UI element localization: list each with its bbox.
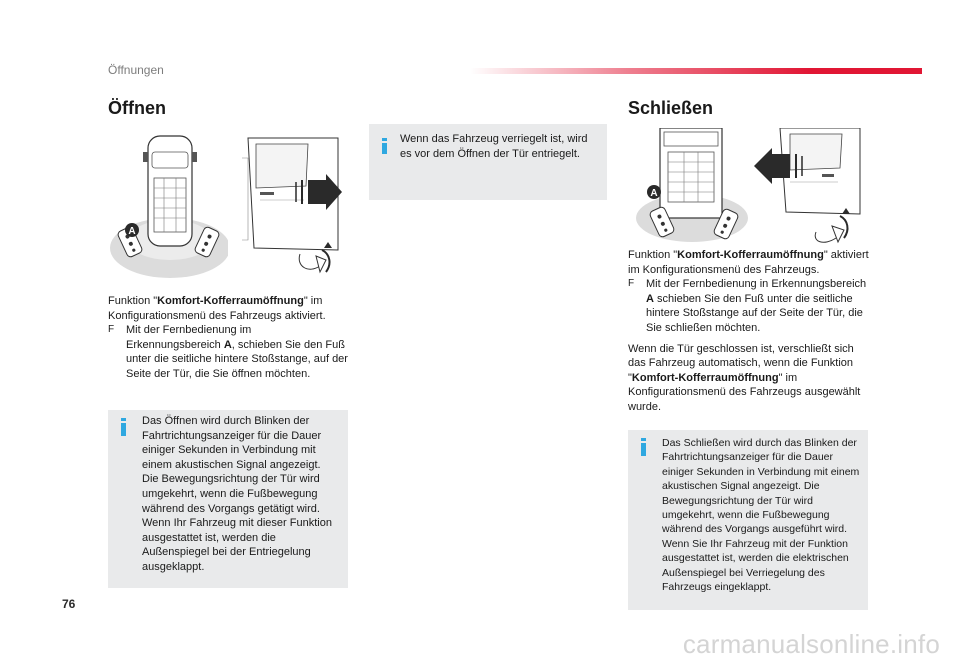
open-title: Öffnen — [108, 98, 166, 118]
close-paragraph: Wenn die Tür geschlossen ist, verschließt sich das Fahrzeug automatisch, wenn die Funktion "Komfort-Kofferraumöffnung" im Konfigurationsmenü des Fahrzeugs ausgewählt wurde. — [628, 342, 861, 413]
close-info-box — [628, 430, 868, 610]
close-van-top-illustration — [630, 128, 748, 246]
close-info-text: Das Schließen wird durch das Blinken der Fahrtrichtungsanzeiger für die Dauer einiger Sekunden in Verbindung mit einem akustischen Signal angezeigt. Die Bewegungsrichtung der Tür wird umgekehrt, wenn die Fußbewegung während des Vorgangs ausgeführt wird. Wenn Sie Ihr Fahrzeug mit der Funktion ausgestattet ist, werden die elektrischen Außenspiegel bei Verriegelung des Fahrzeugs eingeklappt. — [662, 437, 860, 594]
open-door-side-illustration — [230, 130, 348, 280]
info-icon — [120, 418, 128, 436]
section-label: Öffnungen — [108, 63, 164, 77]
watermark: carmanualsonline.info — [682, 629, 940, 659]
open-info-box — [108, 410, 348, 588]
page-number: 76 — [62, 597, 76, 611]
close-label-a: A — [650, 188, 658, 199]
middle-info-box — [369, 124, 607, 200]
middle-info-text: Wenn das Fahrzeug verriegelt ist, wird es vor dem Öffnen der Tür entriegelt. — [400, 133, 588, 160]
bullet-glyph: F — [628, 278, 635, 290]
close-intro: Funktion "Komfort-Kofferraumöffnung" aktiviert im Konfigurationsmenü des Fahrzeugs. — [628, 249, 869, 276]
close-bullet: F Mit der Fernbedienung in Erkennungsbereich A schieben Sie den Fuß unter die seitliche hintere Stoßstange auf der Seite der Tür, die Sie schließen möchten. — [628, 278, 867, 334]
close-title: Schließen — [628, 98, 714, 118]
info-icon — [381, 138, 389, 154]
header-accent-bar — [470, 68, 922, 74]
open-bullet: F Mit der Fernbedienung im Erkennungsbereich A, schieben Sie den Fuß unter die seitliche hintere Stoßstange, auf der Seite der Tür, die Sie öffnen möchten. — [108, 324, 348, 380]
bullet-glyph: F — [108, 324, 115, 336]
open-info-text: Das Öffnen wird durch Blinken der Fahrtrichtungsanzeiger für die Dauer einiger Sekunden in Verbindung mit einem akustischen Signal angezeigt. Die Bewegungsrichtung der Tür wird umgekehrt, wenn die Fußbewegung während des Vorgangs getätigt wird. Wenn Ihr Fahrzeug mit dieser Funktion ausgestattet ist, werden die Außenspiegel bei der Entriegelung ausgeklappt. — [142, 415, 332, 573]
close-door-side-illustration — [750, 128, 868, 246]
open-instructions — [108, 294, 348, 382]
open-intro: Funktion "Komfort-Kofferraumöffnung" im Konfigurationsmenü des Fahrzeugs aktiviert. — [108, 295, 326, 322]
close-instructions — [628, 248, 874, 415]
open-van-top-illustration — [110, 130, 228, 280]
info-icon — [640, 438, 648, 456]
open-label-a: A — [128, 226, 136, 237]
